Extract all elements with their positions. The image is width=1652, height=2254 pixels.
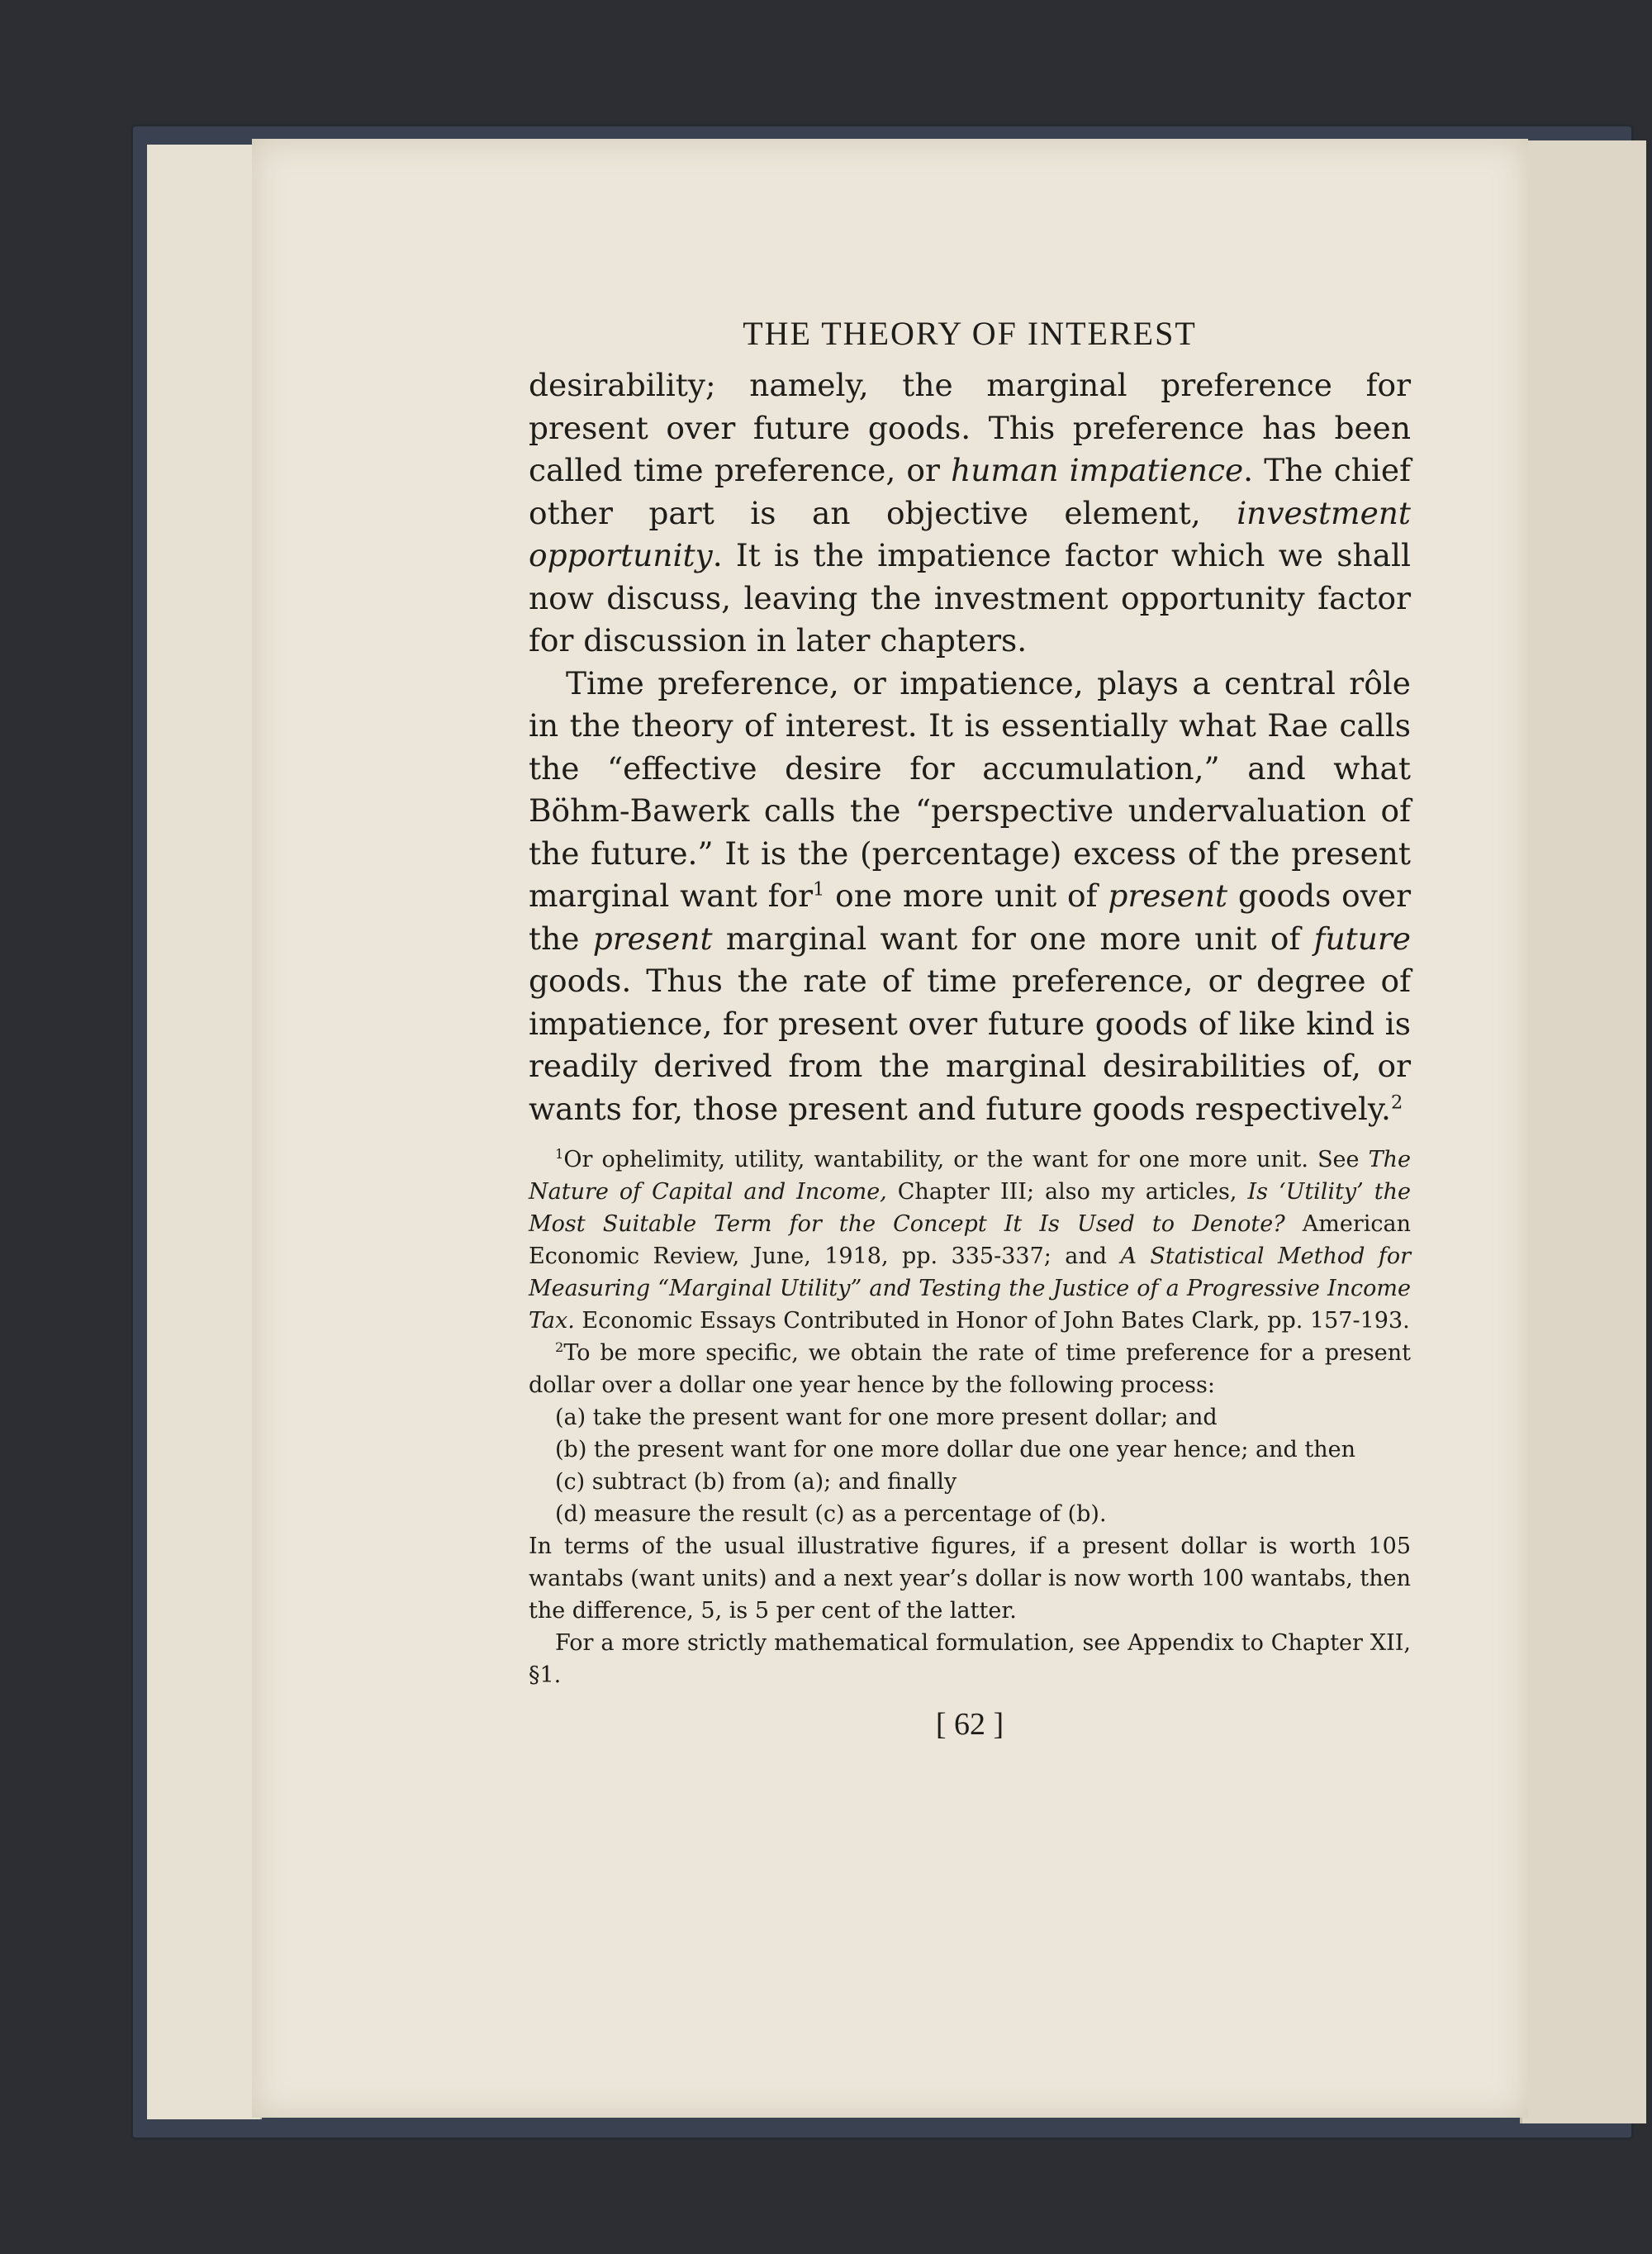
page-text	[529, 314, 1411, 1743]
footnote-ref: 1	[813, 878, 825, 901]
footnote-step: (c) subtract (b) from (a); and finally	[555, 1469, 957, 1495]
footnote-step: (b) the present want for one more dollar due one year hence; and then	[555, 1437, 1356, 1462]
footnote-step: (d) measure the result (c) as a percentage of (b).	[555, 1501, 1107, 1527]
footnote-ref: 2	[1390, 1091, 1403, 1113]
footnotes	[529, 1144, 1411, 1691]
footnote-2: $^2$To be more specific, we obtain the rate of time preference for a present dollar over a dollar one year hence by the following process:	[529, 1339, 1411, 1398]
footnote-appendix: For a more strictly mathematical formulation, see Appendix to Chapter XII, §1.	[529, 1630, 1411, 1688]
page-edge-stack	[147, 145, 182, 2119]
footnote-1: $^1$Or ophelimity, utility, wantability, or the want for one more unit. See The Nature of Capital and Income, Chapter III; also my articles, Is ‘Utility’ the Most Suitable Term for the Concept It Is Used to Denote? American Economic Review, June, 1918, pp. 335-337; and A Statistical Method for Measuring “Marginal Utility” and Testing the Justice of a Progressive Income Tax. Economic Essays Contributed in Honor of John Bates Clark, pp. 157-193.	[529, 1146, 1411, 1334]
footnote-example: In terms of the usual illustrative figures, if a present dollar is worth 105 wantabs (want units) and a next year’s dollar is now worth 100 wantabs, then the difference, 5, is 5 per cent of the latter.	[529, 1534, 1411, 1624]
body-paragraph: Time preference, or impatience, plays a central rôle in the theory of interest. It is essentially what Rae calls the “effective desire for accumulation,” and what Böhm-Bawerk calls the “perspective undervaluation of the future.” It is the (percentage) excess of the present marginal want for$^1$ one more unit of present goods over the present marginal want for one more unit of future goods. Thus the rate of time preference, or degree of impatience, for present over future goods of like kind is readily derived from the marginal desirabilities of, or wants for, those present and future goods respectively.$^2$	[529, 664, 1411, 1127]
body-paragraph: desirability; namely, the marginal preference for present over future goods. This preference has been called time preference, or human impatience. The chief other part is an objective element, investment opportunity. It is the impatience factor which we shall now discuss, leaving the investment opportunity factor for discussion in later chapters.	[529, 367, 1411, 659]
running-head: THE THEORY OF INTEREST	[743, 315, 1197, 352]
page-number: [ 62 ]	[935, 1707, 1004, 1742]
page-edge-stack	[178, 145, 212, 2119]
footnote-step: (a) take the present want for one more present dollar; and	[555, 1405, 1218, 1430]
facing-page-edge	[1520, 140, 1646, 2123]
